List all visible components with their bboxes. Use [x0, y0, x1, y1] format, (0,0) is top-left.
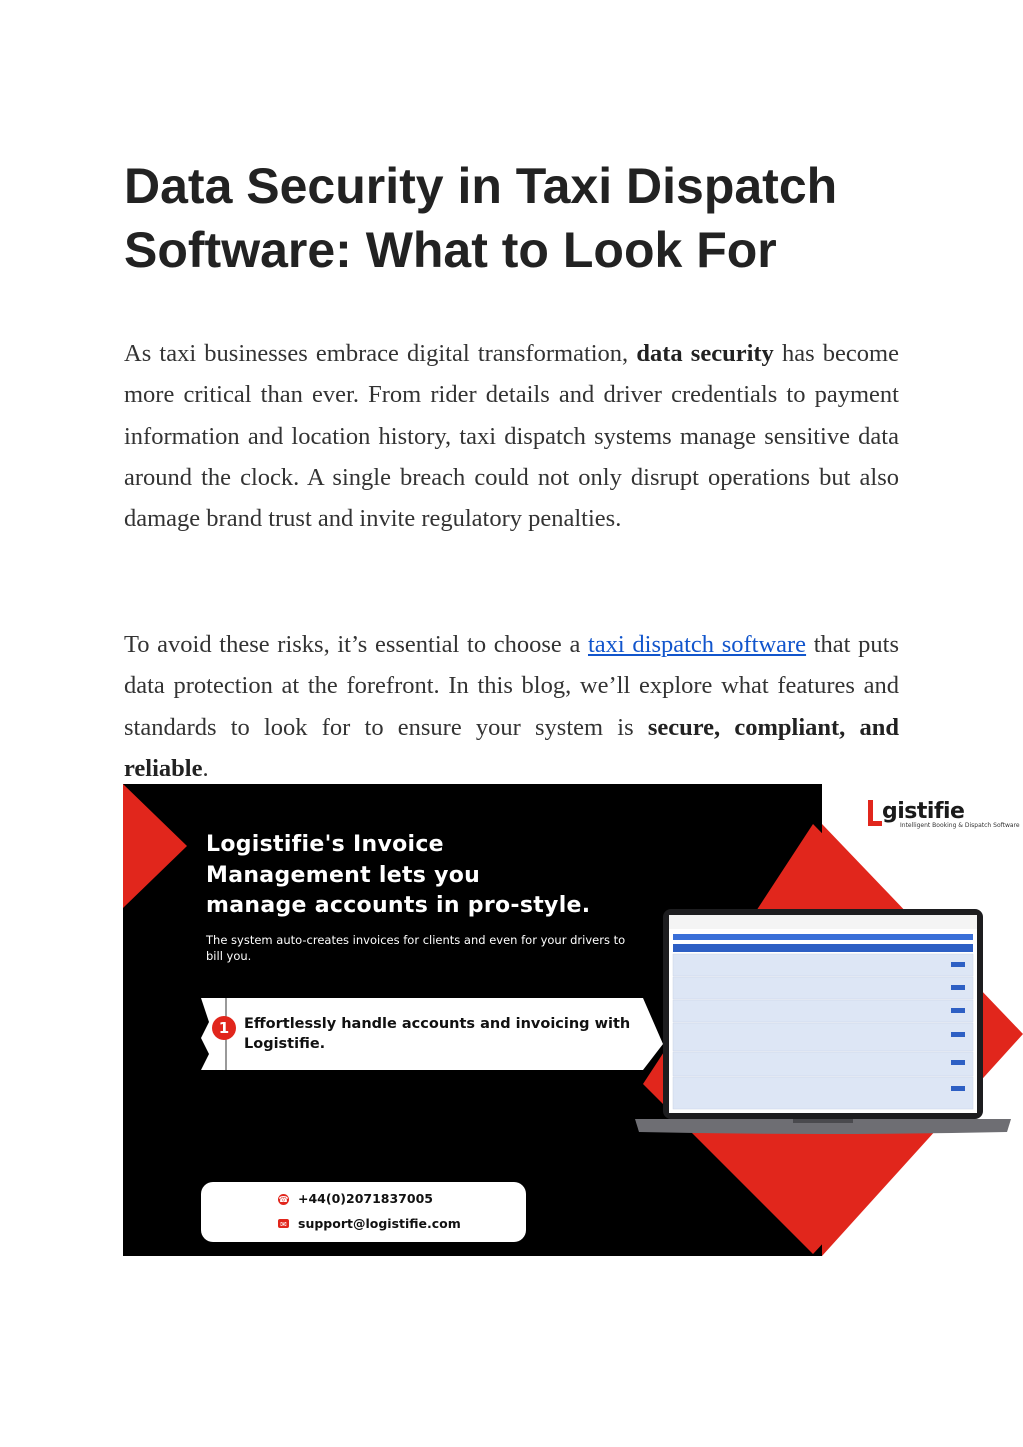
feature-number-badge: 1: [212, 1016, 236, 1040]
logo-mark-icon: [868, 800, 882, 826]
intro-bold-phrase: data security: [636, 340, 774, 367]
logo-tagline: Intelligent Booking & Dispatch Software: [900, 822, 1020, 829]
taxi-dispatch-software-link[interactable]: taxi dispatch software: [587, 631, 807, 658]
contact-email: support@logistifie.com: [298, 1216, 461, 1231]
second-text-middle: that puts data protection at the forefront. In this blog, we’ll explore what features and standards to look for to ensure your system is: [124, 631, 899, 741]
banner-subtext: The system auto-creates invoices for clients and even for your drivers to bill you.: [206, 933, 626, 963]
page-title: Data Security in Taxi Dispatch Software: What to Look For: [124, 158, 838, 278]
contact-phone: +44(0)2071837005: [298, 1191, 433, 1206]
second-text-start: To avoid these risks, it’s essential to choose a: [124, 631, 588, 658]
intro-text-end: has become more critical than ever. From rider details and driver credentials to payment information and location history, taxi dispatch systems manage sensitive data around the clock. A single breach could not only disrupt operations but also damage brand trust and invite regulatory penalties.: [124, 340, 899, 533]
second-paragraph: [124, 624, 899, 789]
laptop-screenshot: [635, 909, 1011, 1134]
intro-text-start: As taxi businesses embrace digital transformation,: [124, 340, 637, 367]
banner-heading-line: Management lets you: [206, 862, 481, 888]
feature-text: Effortlessly handle accounts and invoicing with Logistifie.: [244, 1016, 631, 1052]
intro-paragraph: [124, 333, 899, 539]
second-bold-phrase: secure, compliant, and reliable: [124, 713, 899, 782]
email-icon: ✉: [278, 1219, 289, 1228]
logo-text: gistifie: [882, 799, 965, 824]
second-text-end: .: [202, 754, 209, 782]
banner-heading: [206, 830, 636, 922]
banner-heading-line: Logistifie's Invoice: [206, 832, 444, 857]
phone-icon: ☎: [278, 1195, 289, 1204]
banner-heading-line: manage accounts in pro-style.: [206, 893, 591, 918]
